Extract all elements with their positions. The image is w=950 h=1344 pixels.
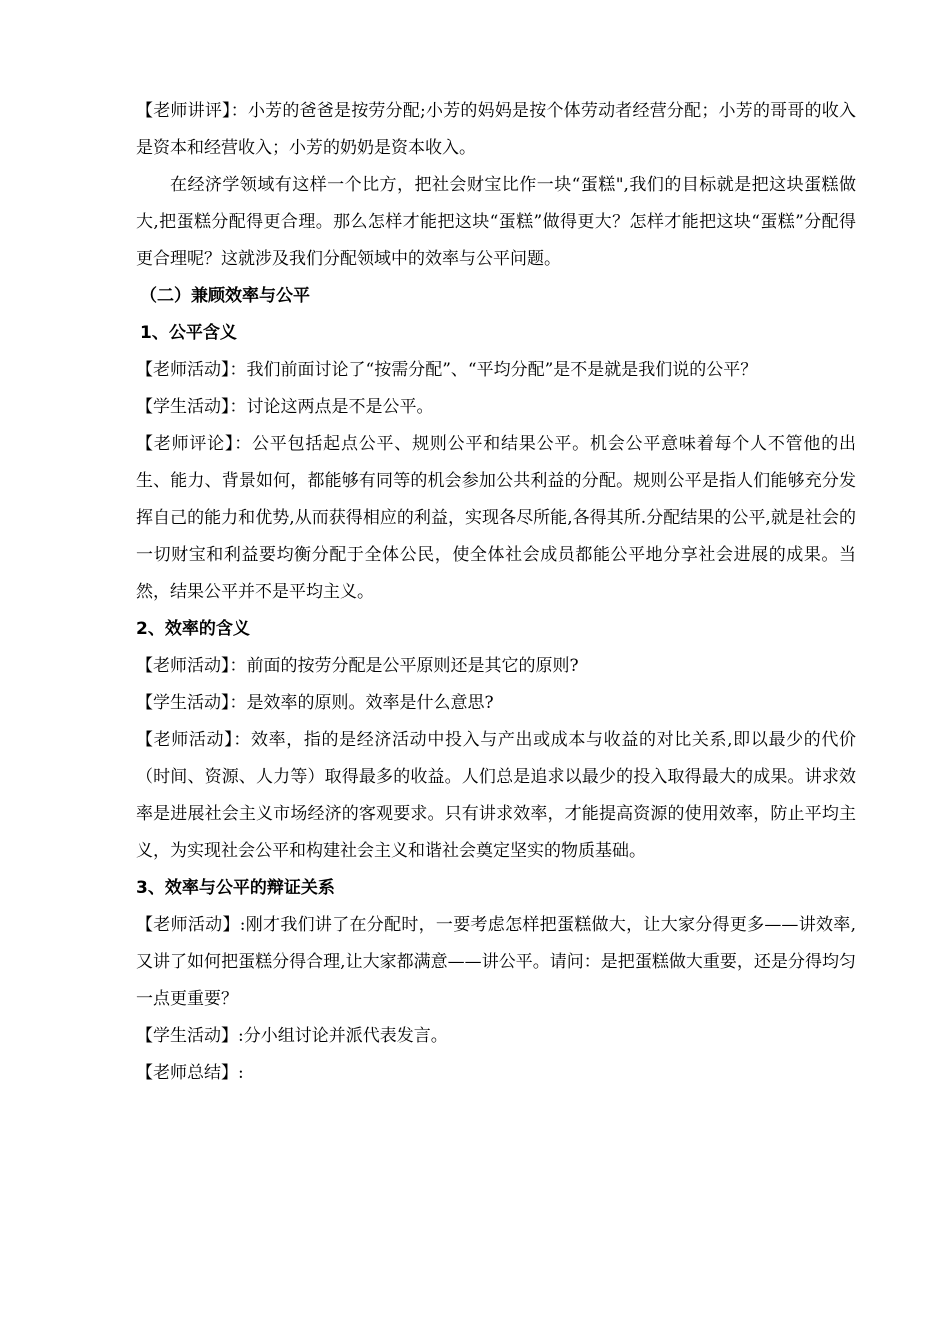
student-activity-paragraph: 【学生活动】：讨论这两点是不是公平。 xyxy=(136,397,434,417)
teacher-activity-paragraph: 【老师活动】:刚才我们讲了在分配时，一要考虑怎样把蛋糕做大，让大家分得更多——讲效率,又讲了如何把蛋糕分得合理,让大家都满意——讲公平。请问：是把蛋糕做大重要，还是分得均匀一点更重要？ xyxy=(136,915,856,1009)
teacher-activity-paragraph: 【老师活动】：前面的按劳分配是公平原则还是其它的原则? xyxy=(136,656,579,676)
document-page xyxy=(136,93,856,1092)
student-activity-paragraph: 【学生活动】：是效率的原则。效率是什么意思? xyxy=(136,693,494,713)
teacher-activity-paragraph: 【老师活动】：效率，指的是经济活动中投入与产出或成本与收益的对比关系,即以最少的代价（时间、资源、人力等）取得最多的收益。人们总是追求以最少的投入取得最大的成果。讲求效率是进展社会主义市场经济的客观要求。只有讲求效率，才能提高资源的使用效率，防止平均主义，为实现社会公平和构建社会主义和谐社会奠定坚实的物质基础。 xyxy=(136,730,856,861)
teacher-activity-paragraph: 【老师活动】：我们前面讨论了“按需分配”、“平均分配”是不是就是我们说的公平？ xyxy=(136,360,758,380)
subheading-efficiency-meaning: 2、效率的含义 xyxy=(136,619,250,639)
teacher-review-paragraph: 【老师讲评】：小芳的爸爸是按劳分配;小芳的妈妈是按个体劳动者经营分配；小芳的哥哥的收入是资本和经营收入；小芳的奶奶是资本收入。 xyxy=(136,101,856,158)
subheading-fairness-meaning: 1、公平含义 xyxy=(140,323,237,343)
teacher-comment-paragraph: 【老师评论】：公平包括起点公平、规则公平和结果公平。机会公平意味着每个人不管他的出生、能力、背景如何，都能够有同等的机会参加公共利益的分配。规则公平是指人们能够充分发挥自己的能力和优势,从而获得相应的利益，实现各尽所能,各得其所.分配结果的公平,就是社会的一切财宝和利益要均衡分配于全体公民，使全体社会成员都能公平地分享社会进展的成果。当然，结果公平并不是平均主义。 xyxy=(136,434,856,602)
section-heading-efficiency-fairness: （二）兼顾效率与公平 xyxy=(140,286,310,306)
student-activity-paragraph: 【学生活动】:分小组讨论并派代表发言。 xyxy=(136,1026,448,1046)
teacher-summary-paragraph: 【老师总结】: xyxy=(136,1063,244,1083)
subheading-dialectical-relationship: 3、效率与公平的辩证关系 xyxy=(136,878,335,898)
cake-metaphor-paragraph: 在经济学领域有这样一个比方，把社会财宝比作一块“蛋糕",我们的目标就是把这块蛋糕做大,把蛋糕分配得更合理。那么怎样才能把这块“蛋糕”做得更大？怎样才能把这块“蛋糕”分配得更合理呢？这就涉及我们分配领域中的效率与公平问题。 xyxy=(136,175,856,269)
